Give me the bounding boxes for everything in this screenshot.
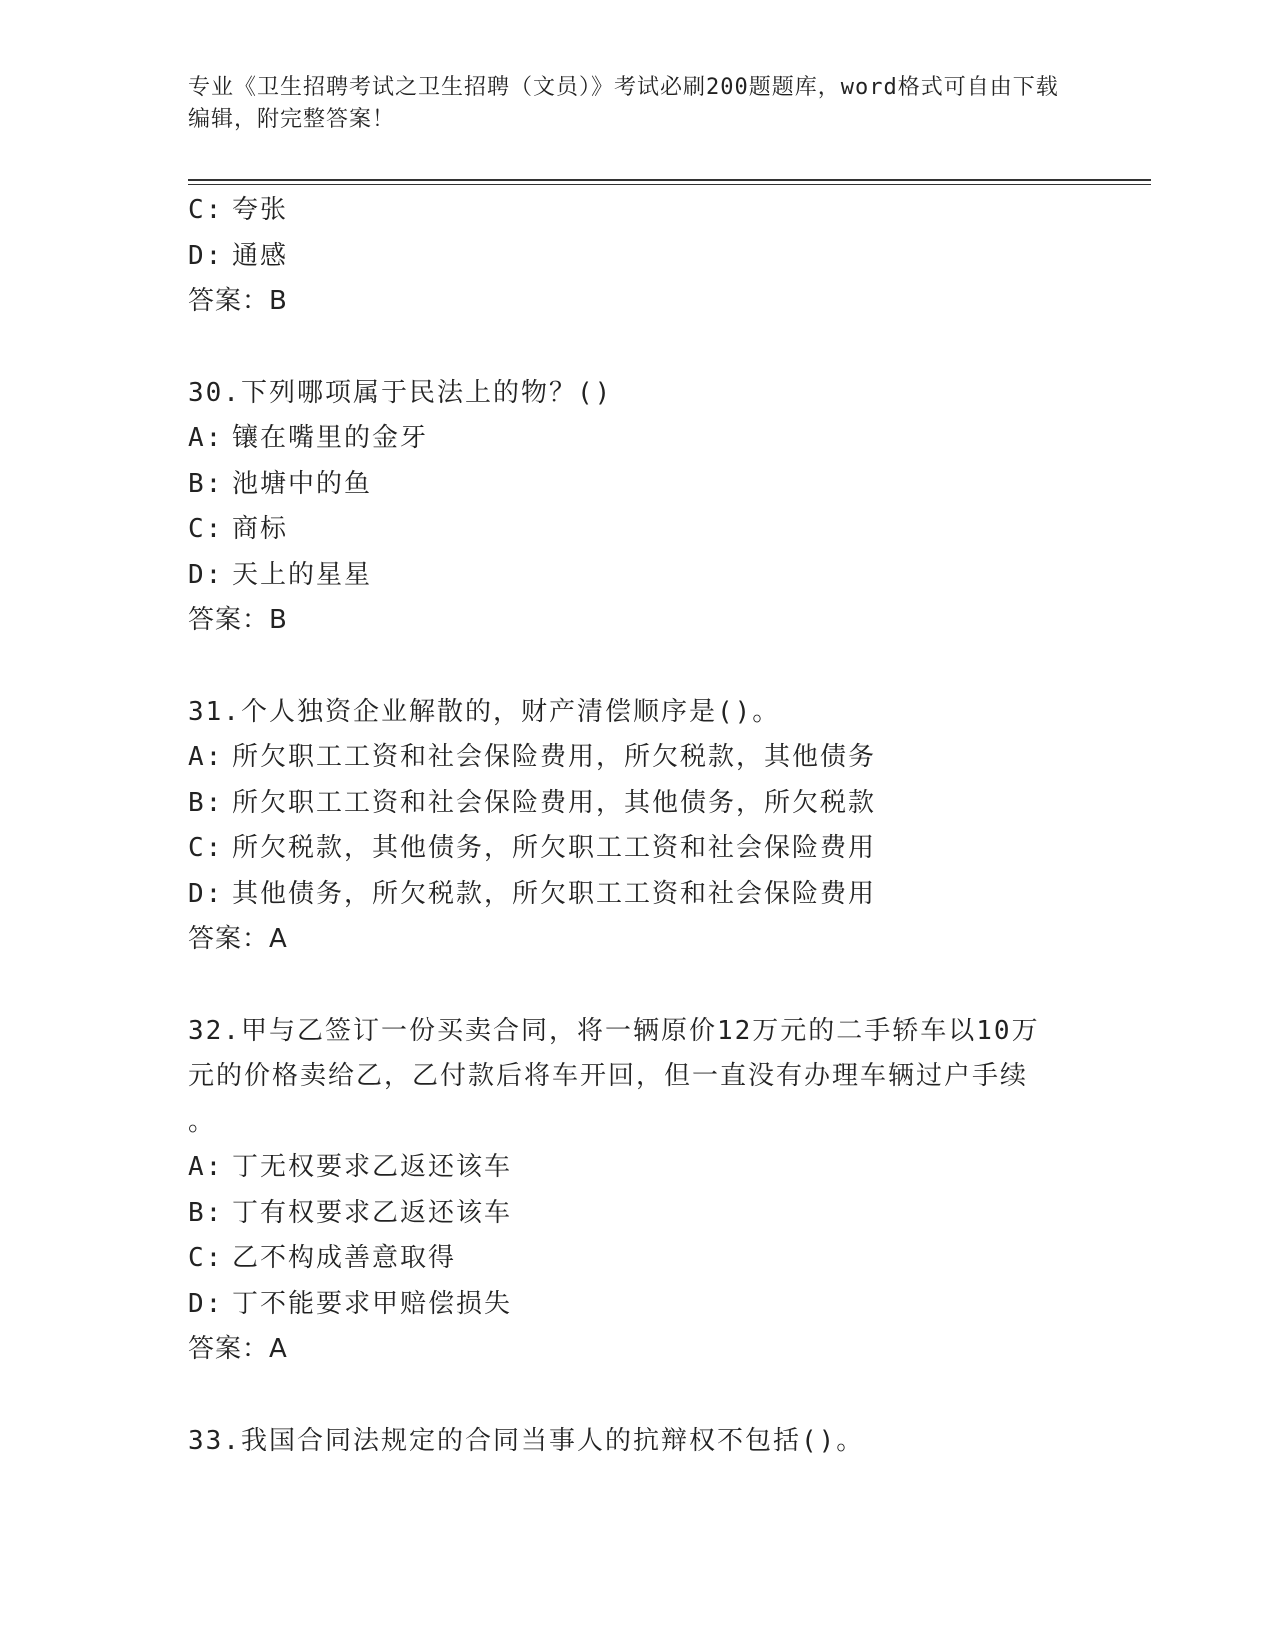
option-c: C: 所欠税款，其他债务，所欠职工工资和社会保险费用 — [188, 833, 877, 863]
question-stem: 33.我国合同法规定的合同当事人的抗辩权不包括()。 — [188, 1425, 865, 1456]
option-a: A: 所欠职工工资和社会保险费用，所欠税款，其他债务 — [188, 742, 877, 772]
option-b: B: 丁有权要求乙返还该车 — [188, 1197, 513, 1228]
option-b: B: 池塘中的鱼 — [188, 468, 373, 499]
option-c: C: 乙不构成善意取得 — [188, 1243, 457, 1273]
answer-line: 答案：A — [188, 1334, 288, 1364]
answer-line: 答案：B — [188, 286, 288, 316]
question-stem: 30.下列哪项属于民法上的物？() — [188, 377, 613, 408]
answer-line: 答案：A — [188, 924, 288, 954]
question-stem-line-2: 元的价格卖给乙，乙付款后将车开回，但一直没有办理车辆过户手续 — [188, 1061, 1029, 1091]
option-a: A: 镶在嘴里的金牙 — [188, 423, 429, 453]
option-b: B: 所欠职工工资和社会保险费用，其他债务，所欠税款 — [188, 787, 877, 818]
option-c: C: 商标 — [188, 514, 289, 544]
header-divider-thin — [188, 184, 1151, 185]
header-divider-thick — [188, 179, 1151, 181]
question-stem-line-3: 。 — [188, 1106, 217, 1137]
document-header: 专业《卫生招聘考试之卫生招聘（文员）》考试必刷200题题库，word格式可自由下载编辑，附完整答案！ — [188, 75, 1059, 132]
option-d: D: 天上的星星 — [188, 559, 373, 590]
question-stem-line-1: 32.甲与乙签订一份买卖合同，将一辆原价12万元的二手轿车以10万 — [188, 1015, 1040, 1046]
option-d: D: 通感 — [188, 240, 289, 271]
option-c: C: 夸张 — [188, 195, 289, 225]
option-d: D: 其他债务，所欠税款，所欠职工工资和社会保险费用 — [188, 878, 877, 909]
question-list — [188, 188, 1088, 1464]
answer-line: 答案：B — [188, 605, 288, 635]
question-stem: 31.个人独资企业解散的，财产清偿顺序是()。 — [188, 696, 781, 727]
option-d: D: 丁不能要求甲赔偿损失 — [188, 1288, 513, 1319]
option-a: A: 丁无权要求乙返还该车 — [188, 1152, 513, 1182]
